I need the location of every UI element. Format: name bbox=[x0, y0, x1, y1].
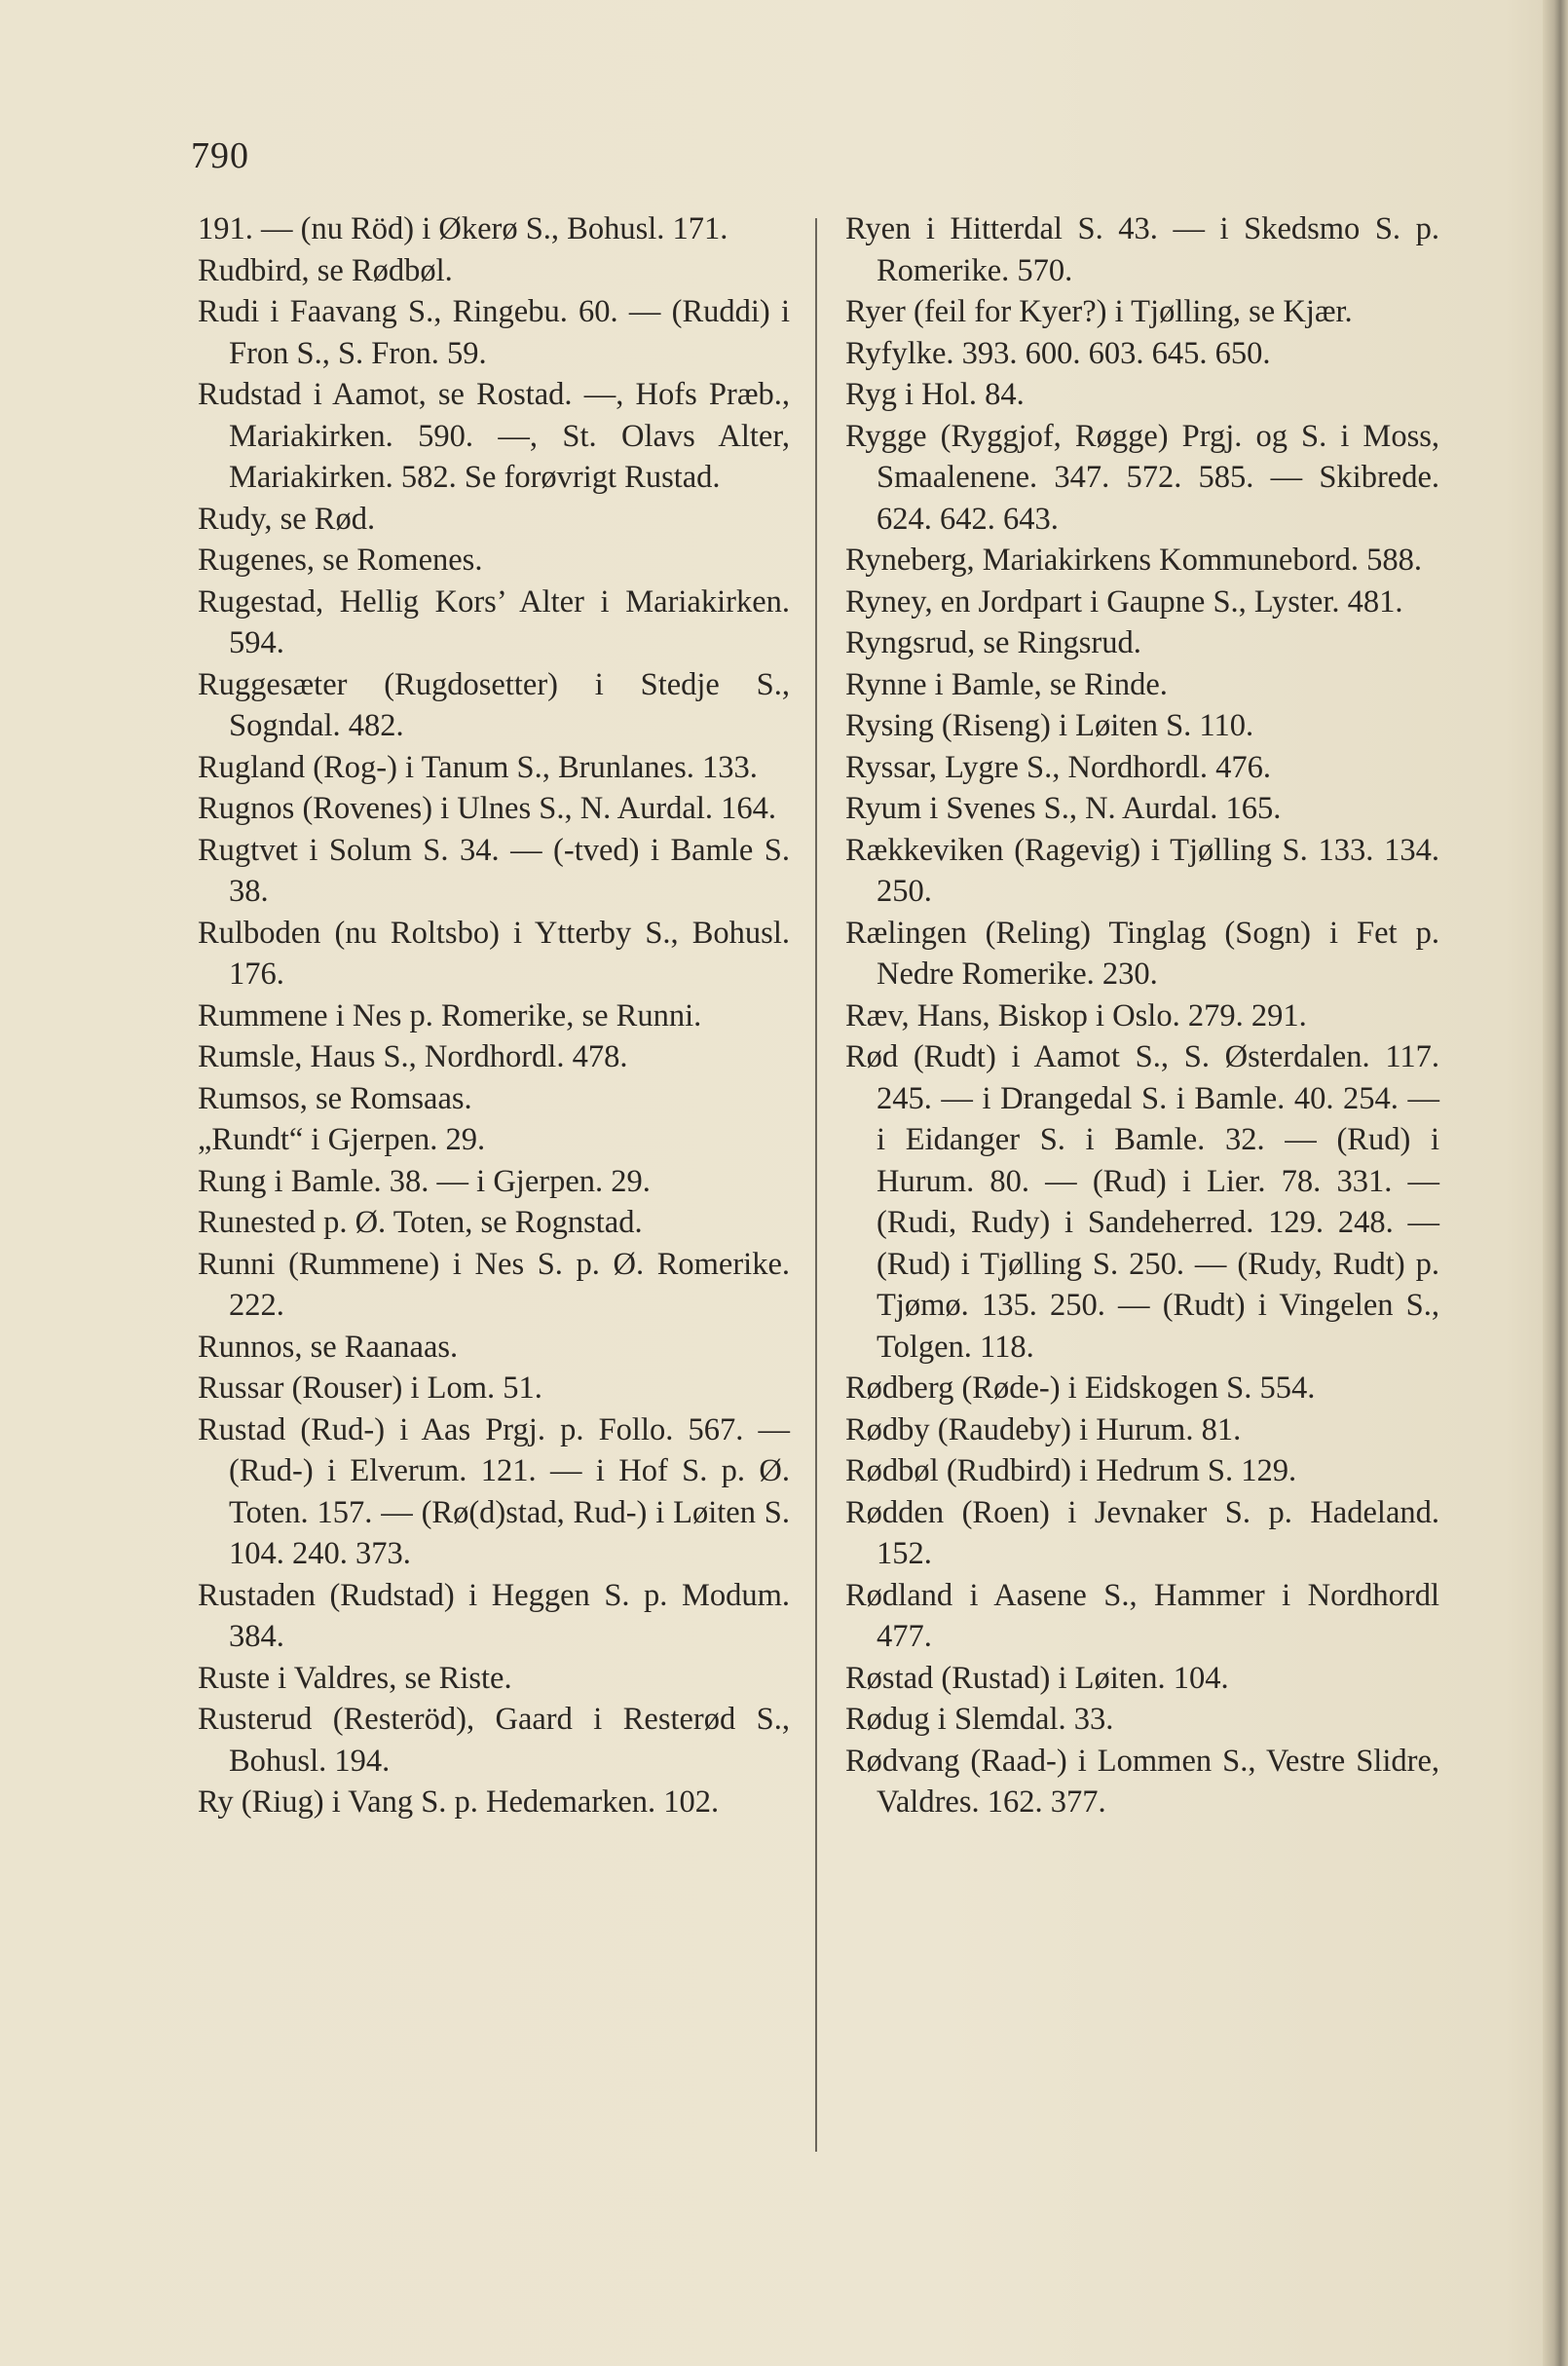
index-entry: Ræv, Hans, Biskop i Oslo. 279. 291. bbox=[845, 997, 1307, 1033]
index-entry: Ryssar, Lygre S., Nordhordl. 476. bbox=[845, 749, 1272, 785]
index-entry: „Rundt“ i Gjerpen. 29. bbox=[198, 1122, 486, 1157]
index-entry: Runested p. Ø. Toten, se Rognstad. bbox=[198, 1205, 643, 1240]
index-entry: Ryen i Hitterdal S. 43. — i Skedsmo S. p. Romerike. 570. bbox=[845, 211, 1439, 288]
index-entry: Rugtvet i Solum S. 34. — (-tved) i Bamle S. 38. bbox=[198, 832, 790, 909]
page-number: 790 bbox=[191, 135, 249, 176]
index-entry: Rødberg (Røde-) i Eidskogen S. 554. bbox=[845, 1371, 1316, 1406]
index-entry: Ryg i Hol. 84. bbox=[845, 377, 1025, 412]
index-entry: Rudstad i Aamot, se Rostad. —, Hofs Præb., Mariakirken. 590. —, St. Olavs Alter, Mariakirken. 582. Se forøvrigt Rustad. bbox=[198, 377, 790, 495]
index-entry: Rygge (Ryggjof, Røgge) Prgj. og S. i Moss, Smaalenene. 347. 572. 585. — Skibrede. 624. 642. 643. bbox=[845, 418, 1439, 537]
index-entry: Rustaden (Rudstad) i Heggen S. p. Modum. 384. bbox=[198, 1577, 790, 1654]
index-entry: Ry (Riug) i Vang S. p. Hedemarken. 102. bbox=[198, 1784, 720, 1820]
index-entry: Runni (Rummene) i Nes S. p. Ø. Romerike. 222. bbox=[198, 1246, 790, 1323]
index-entry: Rynne i Bamle, se Rinde. bbox=[845, 666, 1168, 702]
index-entry: Rødbøl (Rudbird) i Hedrum S. 129. bbox=[845, 1453, 1297, 1488]
index-entry: Rækkeviken (Ragevig) i Tjølling S. 133. 134. 250. bbox=[845, 832, 1439, 909]
index-entry: Runnos, se Raanaas. bbox=[198, 1329, 459, 1365]
index-entry: Rung i Bamle. 38. — i Gjerpen. 29. bbox=[198, 1163, 651, 1199]
book-binding-edge bbox=[1543, 0, 1568, 2366]
index-entry: Rudbird, se Rødbøl. bbox=[198, 252, 453, 288]
index-entry: Rugenes, se Romenes. bbox=[198, 543, 483, 578]
index-entry: Røstad (Rustad) i Løiten. 104. bbox=[845, 1660, 1229, 1696]
right-column bbox=[845, 208, 1439, 1823]
index-entry: Rødby (Raudeby) i Hurum. 81. bbox=[845, 1411, 1242, 1447]
index-entry: Rusterud (Resteröd), Gaard i Resterød S., Bohusl. 194. bbox=[198, 1702, 790, 1779]
index-entry: Ruste i Valdres, se Riste. bbox=[198, 1660, 512, 1696]
index-entry: Ryneberg, Mariakirkens Kommunebord. 588. bbox=[845, 543, 1423, 578]
index-entry: Rugnos (Rovenes) i Ulnes S., N. Aurdal. 164. bbox=[198, 791, 776, 826]
index-entry: Ryfylke. 393. 600. 603. 645. 650. bbox=[845, 335, 1271, 371]
index-entry: Ryum i Svenes S., N. Aurdal. 165. bbox=[845, 791, 1282, 826]
index-entry: Russar (Rouser) i Lom. 51. bbox=[198, 1371, 542, 1406]
left-column bbox=[198, 208, 790, 1823]
index-entry: Rulboden (nu Roltsbo) i Ytterby S., Bohusl. 176. bbox=[198, 915, 790, 992]
index-entry: Ryer (feil for Kyer?) i Tjølling, se Kjær. bbox=[845, 294, 1353, 329]
column-divider bbox=[815, 218, 817, 2152]
index-entry: Rugland (Rog-) i Tanum S., Brunlanes. 133. bbox=[198, 749, 758, 785]
index-entry: Rødden (Roen) i Jevnaker S. p. Hadeland. 152. bbox=[845, 1494, 1439, 1571]
index-entry: Rugestad, Hellig Kors’ Alter i Mariakirken. 594. bbox=[198, 583, 790, 660]
index-entry: Ruggesæter (Rugdosetter) i Stedje S., Sogndal. 482. bbox=[198, 666, 790, 743]
index-entry: Rødvang (Raad-) i Lommen S., Vestre Slidre, Valdres. 162. 377. bbox=[845, 1743, 1439, 1820]
index-entry: Rumsle, Haus S., Nordhordl. 478. bbox=[198, 1039, 628, 1074]
index-entry: Rødug i Slemdal. 33. bbox=[845, 1702, 1114, 1737]
index-entry: Ryngsrud, se Ringsrud. bbox=[845, 625, 1141, 660]
index-entry: 191. — (nu Röd) i Økerø S., Bohusl. 171. bbox=[198, 211, 728, 246]
index-entry: Rudi i Faavang S., Ringebu. 60. — (Ruddi) i Fron S., S. Fron. 59. bbox=[198, 294, 790, 371]
index-entry: Rudy, se Rød. bbox=[198, 501, 376, 537]
index-entry: Rumsos, se Romsaas. bbox=[198, 1080, 472, 1116]
index-entry: Rustad (Rud-) i Aas Prgj. p. Follo. 567. — (Rud-) i Elverum. 121. — i Hof S. p. Ø. Toten. 157. — (Rø(d)stad, Rud-) i Løiten S. 104. 240. 373. bbox=[198, 1411, 790, 1571]
index-entry: Rysing (Riseng) i Løiten S. 110. bbox=[845, 708, 1254, 743]
index-entry: Rummene i Nes p. Romerike, se Runni. bbox=[198, 997, 702, 1033]
index-entry: Rød (Rudt) i Aamot S., S. Østerdalen. 117. 245. — i Drangedal S. i Bamle. 40. 254. — i Eidanger S. i Bamle. 32. — (Rud) i Hurum. 80. — (Rud) i Lier. 78. 331. — (Rudi, Rudy) i Sandeherred. 129. 248. — (Rud) i Tjølling S. 250. — (Rudy, Rudt) p. Tjømø. 135. 250. — (Rudt) i Vingelen S., Tolgen. 118. bbox=[845, 1039, 1439, 1365]
index-entry: Rælingen (Reling) Tinglag (Sogn) i Fet p. Nedre Romerike. 230. bbox=[845, 915, 1439, 992]
index-entry: Rødland i Aasene S., Hammer i Nordhordl 477. bbox=[845, 1577, 1439, 1654]
index-entry: Ryney, en Jordpart i Gaupne S., Lyster. 481. bbox=[845, 583, 1403, 620]
